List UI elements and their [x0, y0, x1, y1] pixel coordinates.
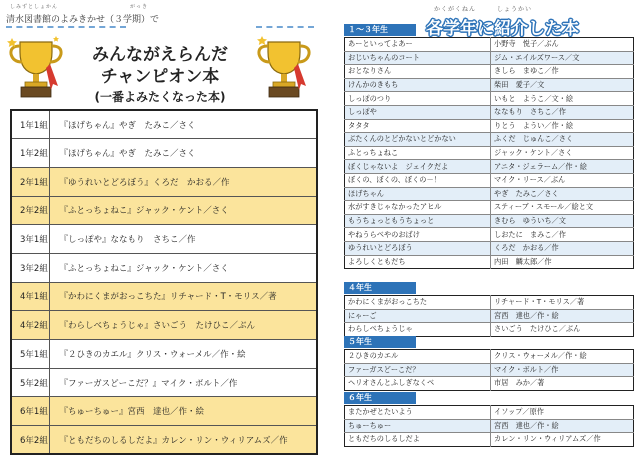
- table-row: [345, 214, 634, 228]
- right-title: 各学年に紹介した本: [426, 19, 579, 39]
- book-cell: 『ふとっちょねこ』ジャック・ケント／さく: [49, 253, 317, 282]
- class-cell: 3年1組: [11, 225, 49, 254]
- class-cell: 1年2組: [11, 139, 49, 168]
- book-author-cell: ななもり さちこ／作: [491, 105, 634, 119]
- book-title-cell: またかぜとたいよう: [345, 406, 491, 420]
- table-row: [345, 323, 634, 337]
- book-title-cell: おじいちゃんのコート: [345, 51, 491, 65]
- book-author-cell: マイク・ボルト／作: [491, 363, 634, 377]
- book-author-cell: マイク・リース／ぶん: [491, 173, 634, 187]
- class-cell: 4年2組: [11, 311, 49, 340]
- dashed-divider: [6, 26, 126, 28]
- table-row: [11, 253, 317, 282]
- book-title-cell: おとなりさん: [345, 65, 491, 79]
- table-row: [345, 241, 634, 255]
- book-author-cell: きむら ゆういち／文: [491, 214, 634, 228]
- table-row: [345, 78, 634, 92]
- book-cell: 『ふとっちょねこ』ジャック・ケント／さく: [49, 196, 317, 225]
- table-row: [345, 173, 634, 187]
- book-title-cell: ぼくじゃないよ ジェイクだよ: [345, 160, 491, 174]
- class-cell: 2年2組: [11, 196, 49, 225]
- book-author-cell: スティーブ・スモール／絵と文: [491, 201, 634, 215]
- book-author-cell: クリス・ウォーメル／作・絵: [491, 350, 634, 364]
- table-row: [11, 110, 317, 139]
- book-author-cell: さいごう たけひこ／ぶん: [494, 324, 581, 334]
- book-cell: 『ともだちのしるしだよ』カレン・リン・ウィリアムズ／作: [49, 426, 317, 455]
- book-author-cell: 市居 みか／著: [494, 378, 545, 388]
- class-cell: 1年1組: [11, 110, 49, 139]
- book-author-cell: やぎ たみこ／さく: [491, 187, 634, 201]
- table-row: [11, 368, 317, 397]
- table-row: [11, 225, 317, 254]
- book-cell: 『ほげちゃん』やぎ たみこ／さく: [49, 110, 317, 139]
- book-author-cell: リチャード・T・モリス／著: [491, 296, 634, 310]
- book-title-cell: しっぽのつり: [345, 92, 491, 106]
- book-author-cell: ジャック・ケント／さく: [491, 146, 634, 160]
- book-cell: 『ちゅーちゅー』宮西 達也／作・絵: [49, 397, 317, 426]
- class-cell: 5年1組: [11, 340, 49, 369]
- book-title-cell: やねうらべやのおばけ: [345, 228, 491, 242]
- right-title-ruby: かくがくねん しょうかい: [434, 6, 533, 13]
- book-title-cell: ちゅーちゅー: [345, 419, 491, 433]
- champion-table: [10, 109, 318, 455]
- table-row: [345, 160, 634, 174]
- book-cell: 『ファーガスどーこだ？』マイク・ボルト／作: [49, 368, 317, 397]
- book-cell: 『ほげちゃん』やぎ たみこ／さく: [49, 139, 317, 168]
- book-author-cell: アニタ・ジェラーム／作・絵: [491, 160, 634, 174]
- book-author-cell: 小野寺 悦子／ぶん: [491, 38, 634, 52]
- book-author-cell: ふくだ じゅんこ／さく: [491, 133, 634, 147]
- book-cell: 『わらしべちょうじゃ』さいごう たけひこ／ぶん: [49, 311, 317, 340]
- book-table: [344, 405, 634, 447]
- page-title-line2: チャンピオン本: [100, 67, 220, 87]
- book-author-cell: 柴田 愛子／文: [491, 78, 634, 92]
- book-cell: 『かわにくまがおっこちた』リチャード・T・モリス／著: [49, 282, 317, 311]
- book-title-cell: かわにくまがおっこちた: [345, 296, 491, 310]
- class-cell: 5年2組: [11, 368, 49, 397]
- book-author-cell: くろだ かおる／作: [491, 241, 634, 255]
- book-title-cell: けんかのきもち: [345, 78, 491, 92]
- book-cell: 『２ひきのカエル』クリス・ウォーメル／作・絵: [49, 340, 317, 369]
- grade-label: ６年生: [344, 392, 416, 404]
- book-title-cell: あーといってよあー: [345, 38, 491, 52]
- book-author-cell: 内田 麟太郎／作: [494, 256, 552, 266]
- table-row: [11, 311, 317, 340]
- table-row: [11, 196, 317, 225]
- page-subtitle: (一番よみたくなった本): [94, 90, 226, 104]
- table-row: [345, 363, 634, 377]
- class-cell: 6年1組: [11, 397, 49, 426]
- book-author-cell: イソップ／原作: [491, 406, 634, 420]
- book-title-cell: ともだちのしるしだよ: [345, 433, 491, 447]
- book-title-cell: ぶたくんのとどかないとどかない: [345, 133, 491, 147]
- book-title-cell: わらしべちょうじゃ: [345, 323, 491, 337]
- table-row: [345, 51, 634, 65]
- book-title-cell: ほげちゃん: [345, 187, 491, 201]
- table-row: [345, 105, 634, 119]
- table-row: [345, 406, 634, 420]
- table-row: [11, 397, 317, 426]
- table-row: [345, 296, 634, 310]
- class-cell: 2年1組: [11, 167, 49, 196]
- table-row: [345, 255, 634, 269]
- table-row: [345, 433, 634, 447]
- caption: 清水図書館のよみきかせ（３学期）で: [6, 15, 160, 25]
- book-table: [344, 349, 634, 391]
- book-author-cell: カレン・リン・ウィリアムズ／作: [494, 434, 601, 444]
- table-row: [345, 309, 634, 323]
- grade-label: １～３年生: [344, 24, 416, 36]
- book-title-cell: ２ひきのカエル: [345, 350, 491, 364]
- book-author-cell: しおたに まみこ／作: [491, 228, 634, 242]
- page-title-line1: みんながえらんだ: [92, 45, 228, 65]
- table-row: [345, 377, 634, 391]
- table-row: [345, 133, 634, 147]
- book-title-cell: にゃーご: [345, 309, 491, 323]
- table-row: [345, 419, 634, 433]
- book-author-cell: 宮西 達也／作・絵: [491, 419, 634, 433]
- grade-label: ４年生: [344, 282, 416, 294]
- book-author-cell: 宮西 達也／作・絵: [491, 309, 634, 323]
- table-row: [345, 228, 634, 242]
- class-cell: 6年2組: [11, 426, 49, 455]
- table-row: [11, 139, 317, 168]
- table-row: [11, 426, 317, 455]
- book-title-cell: ふとっちょねこ: [345, 146, 491, 160]
- book-title-cell: 水がすきじゃなかったアヒル: [345, 201, 491, 215]
- table-row: [345, 38, 634, 52]
- table-row: [11, 282, 317, 311]
- book-author-cell: りとう ようい／作・絵: [491, 119, 634, 133]
- trophy-icon: [254, 34, 314, 100]
- table-row: [345, 201, 634, 215]
- book-cell: 『しっぽや』ななもり さちこ／作: [49, 225, 317, 254]
- book-title-cell: もうちょっともうちょっと: [345, 214, 491, 228]
- book-title-cell: ゆうれいとどろぼう: [345, 241, 491, 255]
- book-title-cell: ぼくの、ぼくの、ぼくの－！: [345, 173, 491, 187]
- book-author-cell: ジム・エイルズワース／文: [491, 51, 634, 65]
- table-row: [11, 340, 317, 369]
- trophy-icon: [6, 34, 66, 100]
- table-row: [345, 146, 634, 160]
- book-title-cell: ファーガスどーこだ？: [345, 363, 491, 377]
- book-author-cell: きしら まゆこ／作: [491, 65, 634, 79]
- book-title-cell: ヘリオさんとふしぎなくべ: [345, 377, 491, 391]
- book-author-cell: いもと ようこ／文・絵: [491, 92, 634, 106]
- book-table: [344, 37, 634, 269]
- table-row: [345, 350, 634, 364]
- caption-ruby: しみずとしょかん がっき: [10, 4, 149, 10]
- book-cell: 『ゆうれいとどろぼう』くろだ かおる／作: [49, 167, 317, 196]
- class-cell: 3年2組: [11, 253, 49, 282]
- table-row: [345, 187, 634, 201]
- book-title-cell: タタタ: [345, 119, 491, 133]
- table-row: [345, 92, 634, 106]
- table-row: [345, 119, 634, 133]
- grade-label: ５年生: [344, 336, 416, 348]
- book-title-cell: よろしくともだち: [345, 255, 491, 269]
- table-row: [11, 167, 317, 196]
- book-table: [344, 295, 634, 337]
- class-cell: 4年1組: [11, 282, 49, 311]
- table-row: [345, 65, 634, 79]
- book-title-cell: しっぽや: [345, 105, 491, 119]
